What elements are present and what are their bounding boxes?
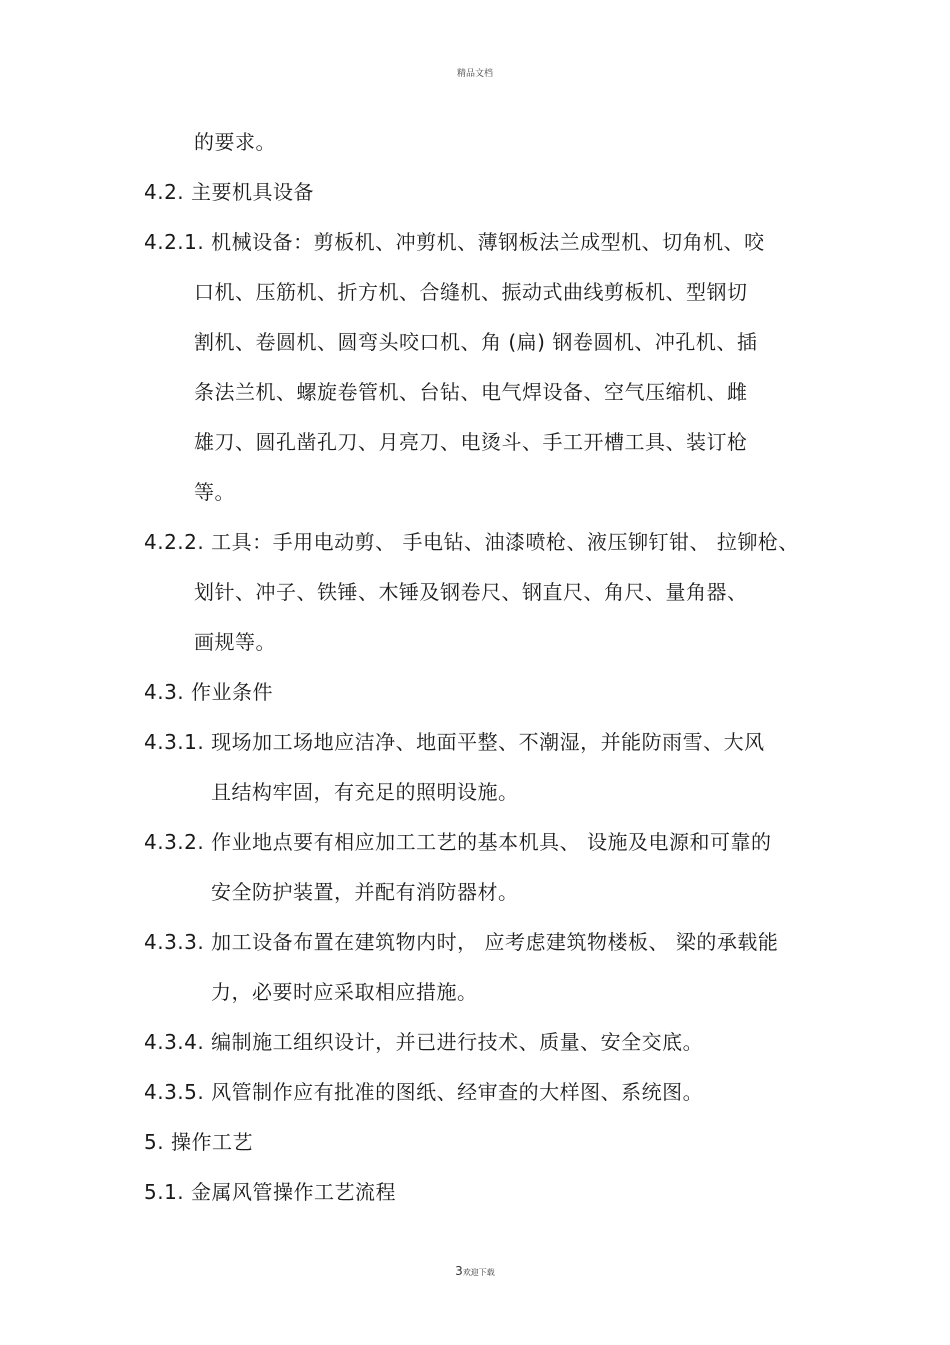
- text-line: 4.3.3. 加工设备布置在建筑物内时， 应考虑建筑物楼板、 梁的承载能: [144, 930, 779, 954]
- text-line: 划针、冲子、铁锤、木锤及钢卷尺、钢直尺、角尺、量角器、: [194, 580, 748, 604]
- text-line: 4.3.5. 风管制作应有批准的图纸、经审查的大样图、系统图。: [144, 1080, 704, 1104]
- text-line: 4.2.2. 工具：手用电动剪、 手电钻、油漆喷枪、液压铆钉钳、 拉铆枪、: [144, 530, 799, 554]
- section-heading: 5.1. 金属风管操作工艺流程: [144, 1180, 397, 1204]
- page-footer: [0, 1260, 950, 1279]
- text-line: 条法兰机、螺旋卷管机、台钻、电气焊设备、空气压缩机、雌: [194, 380, 748, 404]
- text-line: 4.3.1. 现场加工场地应洁净、地面平整、不潮湿，并能防雨雪、大风: [144, 730, 765, 754]
- page-header: 精品文档: [456, 69, 493, 79]
- section-heading: 4.2. 主要机具设备: [144, 180, 315, 204]
- section-heading: 4.3. 作业条件: [144, 680, 274, 704]
- download-note: 欢迎下载: [462, 1268, 495, 1277]
- text-line: 口机、压筋机、折方机、合缝机、振动式曲线剪板机、型钢切: [194, 280, 748, 304]
- section-heading: 5. 操作工艺: [144, 1130, 253, 1154]
- text-line: 的要求。: [194, 130, 276, 154]
- text-line: 4.2.1. 机械设备：剪板机、冲剪机、薄钢板法兰成型机、切角机、咬: [144, 230, 765, 254]
- page-number: 3: [455, 1264, 463, 1278]
- text-line: 安全防护装置，并配有消防器材。: [211, 880, 519, 904]
- text-line: 雄刀、圆孔凿孔刀、月亮刀、电烫斗、手工开槽工具、装订枪: [194, 430, 748, 454]
- text-line: 等。: [194, 480, 235, 504]
- text-line: 画规等。: [194, 630, 276, 654]
- text-line: 且结构牢固，有充足的照明设施。: [211, 780, 519, 804]
- text-line: 割机、卷圆机、圆弯头咬口机、角 (扁) 钢卷圆机、冲孔机、插: [194, 330, 758, 354]
- text-line: 4.3.2. 作业地点要有相应加工工艺的基本机具、 设施及电源和可靠的: [144, 830, 772, 854]
- text-line: 4.3.4. 编制施工组织设计，并已进行技术、质量、安全交底。: [144, 1030, 704, 1054]
- text-line: 力，必要时应采取相应措施。: [211, 980, 478, 1004]
